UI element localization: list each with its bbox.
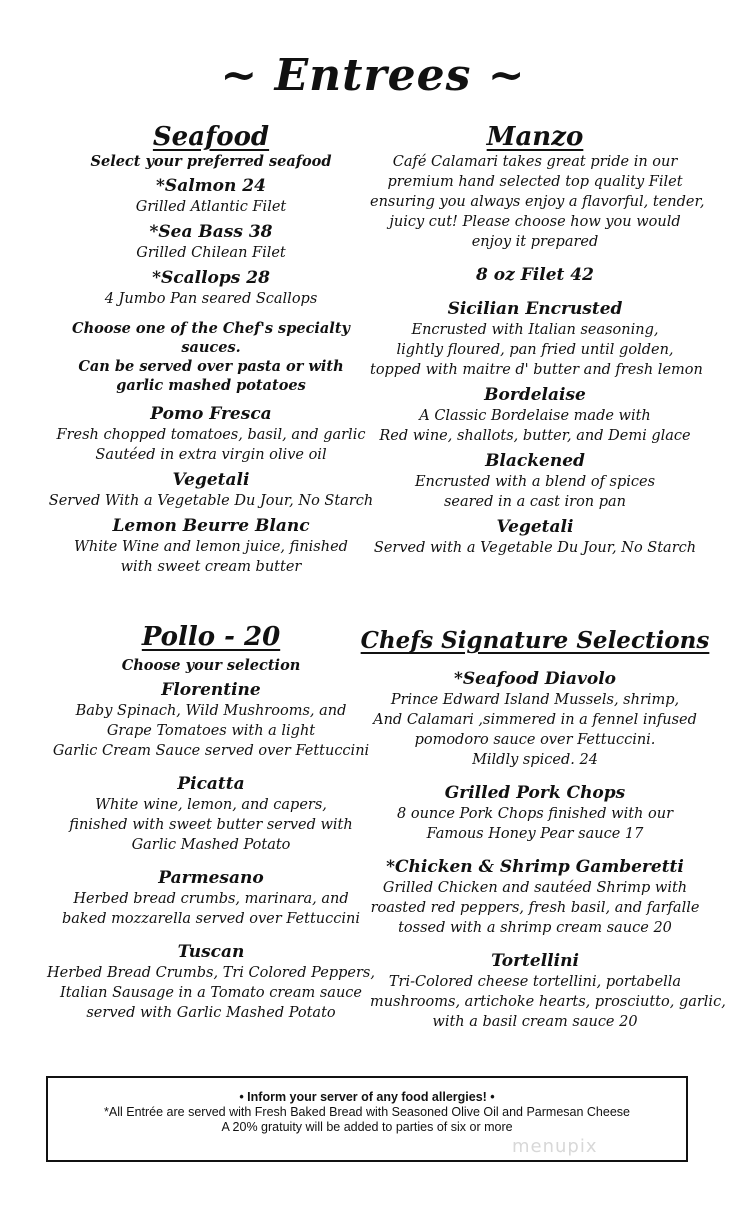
pollo-item-name: Tuscan [177, 942, 245, 962]
bread-notice: *All Entrée are served with Fresh Baked Bread with Seasoned Olive Oil and Parmesan Cheese [104, 1105, 630, 1119]
gratuity-notice: A 20% gratuity will be added to parties of six or more [221, 1120, 513, 1134]
page-title: ~ Entrees ~ [220, 50, 526, 101]
signature-item-desc: And Calamari ,simmered in a fennel infused [373, 712, 697, 728]
signature-item-name: *Seafood Diavolo [453, 669, 617, 689]
pollo-item-desc: Garlic Mashed Potato [131, 837, 291, 853]
pollo-item-desc: Garlic Cream Sauce served over Fettuccini [52, 743, 370, 759]
pollo-item-desc: Grape Tomatoes with a light [106, 723, 316, 739]
manzo-style-desc: Served with a Vegetable Du Jour, No Starch [373, 540, 697, 556]
signature-item-name: *Chicken & Shrimp Gamberetti [386, 857, 684, 877]
manzo-style-desc: lightly floured, pan fried until golden, [396, 342, 674, 358]
signature-item-desc: roasted red peppers, fresh basil, and farfalle [370, 900, 700, 916]
manzo-intro-line: Café Calamari takes great pride in our [392, 154, 678, 170]
signature-item-desc: mushrooms, artichoke hearts, prosciutto, garlic, [370, 994, 726, 1010]
signature-item-desc: Famous Honey Pear sauce 17 [426, 826, 644, 842]
signature-item-desc: with a basil cream sauce 20 [432, 1014, 638, 1030]
pollo-item-desc: Herbed Bread Crumbs, Tri Colored Peppers, [47, 965, 375, 981]
sauce-desc: with sweet cream butter [120, 559, 302, 575]
signature-item-desc: pomodoro sauce over Fettuccini. [414, 732, 656, 748]
manzo-intro-line: premium hand selected top quality Filet [387, 174, 683, 190]
signature-item-name: Tortellini [491, 951, 579, 971]
pollo-item-desc: baked mozzarella served over Fettuccini [62, 911, 360, 927]
manzo-intro-line: enjoy it prepared [471, 234, 599, 250]
sauce-name: Pomo Fresca [150, 404, 272, 424]
signature-item-desc: tossed with a shrimp cream sauce 20 [398, 920, 672, 936]
manzo-section [370, 122, 705, 558]
pollo-item-name: Parmesano [158, 868, 264, 888]
pollo-intro: Choose your selection [121, 657, 301, 674]
manzo-style-desc: topped with maitre d' butter and fresh lemon [370, 362, 703, 378]
manzo-style-desc: seared in a cast iron pan [443, 494, 627, 510]
sauce-desc: Sautéed in extra virgin olive oil [95, 447, 327, 463]
allergy-notice: • Inform your server of any food allergies! • [239, 1090, 495, 1104]
manzo-style-desc: A Classic Bordelaise made with [419, 408, 651, 424]
pollo-heading: Pollo - 20 [141, 622, 281, 652]
sauce-desc: White Wine and lemon juice, finished [74, 539, 348, 555]
seafood-item-name: *Sea Bass 38 [149, 222, 273, 242]
manzo-heading: Manzo [486, 122, 584, 152]
signature-item-desc: Grilled Chicken and sautéed Shrimp with [382, 880, 688, 896]
signature-heading: Chefs Signature Selections [360, 627, 710, 654]
pollo-item-name: Florentine [161, 680, 261, 700]
pollo-section [46, 622, 376, 1023]
manzo-style-name: Sicilian Encrusted [447, 299, 623, 319]
signature-item-name: Grilled Pork Chops [444, 783, 626, 803]
manzo-style-name: Bordelaise [484, 385, 586, 405]
seafood-item-name: *Salmon 24 [156, 176, 266, 196]
sauce-note-line: Choose one of the Chef's specialty sauces. [72, 320, 350, 356]
seafood-item-desc: Grilled Atlantic Filet [135, 199, 287, 215]
seafood-item-desc: Grilled Chilean Filet [136, 245, 286, 261]
pollo-item-desc: finished with sweet butter served with [69, 817, 353, 833]
signature-item-desc: Prince Edward Island Mussels, shrimp, [390, 692, 680, 708]
seafood-section [46, 122, 376, 577]
sauce-note-line: Can be served over pasta or with [78, 358, 344, 375]
seafood-intro: Select your preferred seafood [90, 153, 332, 170]
sauce-note-line: garlic mashed potatoes [116, 377, 306, 394]
filet-price: 8 oz Filet 42 [476, 265, 594, 285]
manzo-style-desc: Red wine, shallots, butter, and Demi glace [379, 428, 691, 444]
manzo-style-name: Blackened [485, 451, 585, 471]
manzo-intro-line: juicy cut! Please choose how you would [389, 214, 681, 230]
pollo-item-name: Picatta [177, 774, 245, 794]
seafood-item-desc: 4 Jumbo Pan seared Scallops [104, 291, 318, 307]
signature-item-desc: Tri-Colored cheese tortellini, portabella [388, 974, 682, 990]
signature-item-desc: Mildly spiced. 24 [472, 752, 598, 768]
signature-item-desc: 8 ounce Pork Chops finished with our [397, 806, 673, 822]
manzo-style-desc: Encrusted with Italian seasoning, [411, 322, 659, 338]
sauce-name: Lemon Beurre Blanc [112, 516, 310, 536]
manzo-intro-line: ensuring you always enjoy a flavorful, tender, [370, 194, 705, 210]
pollo-item-desc: Herbed bread crumbs, marinara, and [73, 891, 349, 907]
pollo-item-desc: Baby Spinach, Wild Mushrooms, and [75, 703, 347, 719]
pollo-item-desc: White wine, lemon, and capers, [95, 797, 327, 813]
manzo-style-name: Vegetali [496, 517, 574, 537]
sauce-desc: Served With a Vegetable Du Jour, No Starch [48, 493, 374, 509]
sauce-desc: Fresh chopped tomatoes, basil, and garlic [56, 427, 366, 443]
seafood-heading: Seafood [152, 122, 270, 152]
sauce-name: Vegetali [172, 470, 250, 490]
signature-section [360, 626, 726, 1032]
watermark: menupix [512, 1136, 598, 1157]
seafood-item-name: *Scallops 28 [152, 268, 270, 288]
pollo-item-desc: Italian Sausage in a Tomato cream sauce [60, 985, 362, 1001]
pollo-item-desc: served with Garlic Mashed Potato [86, 1005, 336, 1021]
manzo-style-desc: Encrusted with a blend of spices [414, 474, 656, 490]
